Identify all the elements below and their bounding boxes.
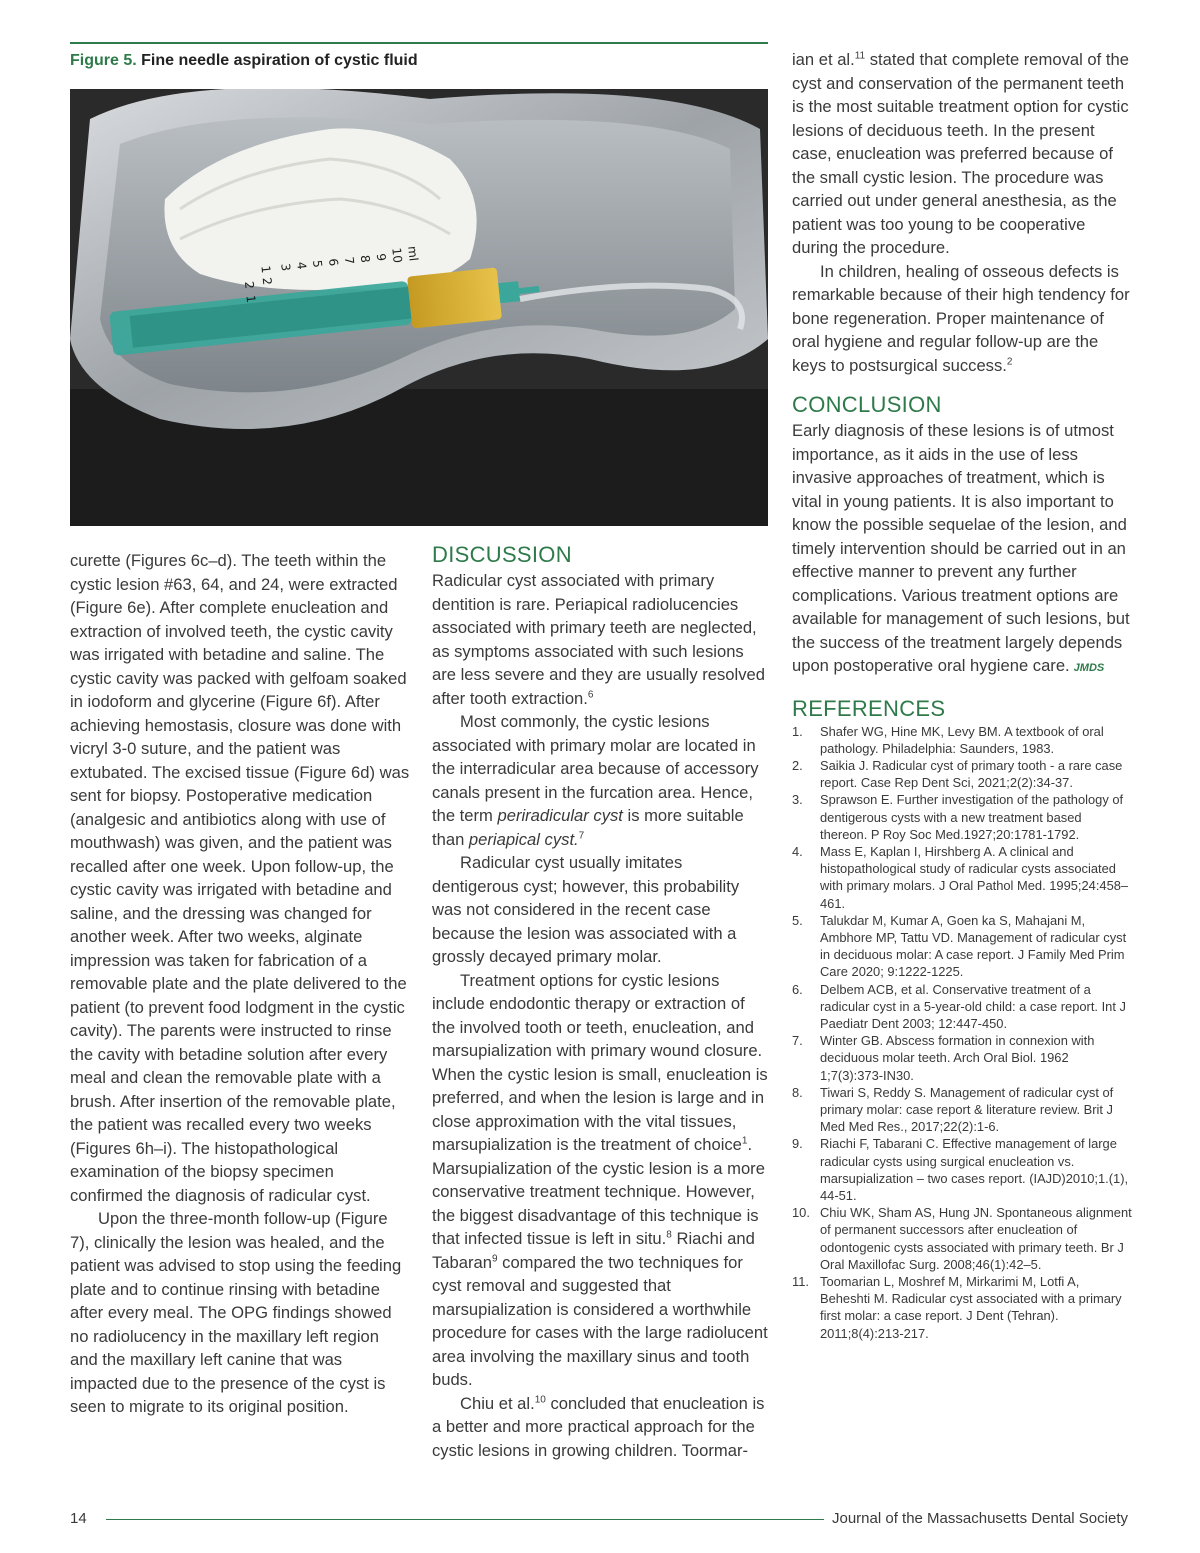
reference-item: 10. Chiu WK, Sham AS, Hung JN. Spontaneous alignment of permanent successors after enucleation of odontogenic cysts associated with primary teeth. Br J Oral Maxillofac Surg. 2008;46(1):42–5.: [792, 1205, 1132, 1272]
syringe-mark-ml: ml: [405, 245, 421, 262]
footer-rule: [106, 1519, 824, 1520]
reference-item: 1. Shafer WG, Hine MK, Levy BM. A textbook of oral pathology. Philadelphia: Saunders, 1983.: [792, 723, 1104, 756]
discussion-paragraph-4: Treatment options for cystic lesions include endodontic therapy or extraction of the involved tooth or teeth, enucleation, and marsupialization with primary wound closure. When the cystic lesion is small, enucleation is preferred, and when the lesion is large and in close approximation with the vital tissues, marsupialization is the treatment of choice$^1$. Marsupialization of the cystic lesion is a more conservative treatment technique. However, the biggest disadvantage of this technique is that infected tissue is left in situ.$^8$ Riachi and Tabaran$^9$ compared the two techniques for cyst removal and suggested that marsupialization is considered a worthwhile procedure for cases with the large radiolucent area involving the maxillary sinus and tooth buds.: [432, 970, 768, 1389]
syringe-mark-9: 9: [373, 252, 389, 262]
syringe-mark-5: 5: [310, 259, 325, 269]
syringe-mark-7: 7: [341, 256, 357, 266]
reference-item: 8. Tiwari S, Reddy S. Management of radicular cyst of primary molar: case report & literature review. Brit J Med Med Res., 2017;22(2):1-6.: [792, 1084, 1114, 1135]
conclusion-paragraph: Early diagnosis of these lesions is of utmost importance, as it aids in the use of less invasive approaches of treatment, which is vital in young patients. It is also important to know the possible sequelae of the lesion, and timely intervention should be carried out in an effective manner to prevent any further complications. Various treatment options are available for management of such lesions, but the success of the treatment largely depends upon postoperative oral hygiene care. JMDS: [792, 421, 1130, 675]
discussion-paragraph-5: Chiu et al.$^{10}$ concluded that enucleation is a better and more practical approach for the cystic lesions in growing children. Toormar-: [432, 1393, 765, 1460]
syringe-mark-tip-2: 2: [241, 280, 257, 290]
reference-item: 7. Winter GB. Abscess formation in connexion with deciduous molar teeth. Arch Oral Biol. 1962 1;7(3):373-IN30.: [792, 1033, 1095, 1083]
reference-item: 2. Saikia J. Radicular cyst of primary tooth - a rare case report. Case Rep Dent Sci, 2021;2(2):34-37.: [792, 757, 1123, 791]
jmds-end-mark: JMDS: [1073, 662, 1105, 674]
right-paragraph-2: In children, healing of osseous defects is remarkable because of their high tendency for bone regeneration. Proper maintenance of oral hygiene and regular follow-up are the keys to postsurgical success.$^2$: [792, 261, 1130, 375]
journal-name: Journal of the Massachusetts Dental Society: [832, 1510, 1128, 1527]
reference-item: 5. Talukdar M, Kumar A, Goen ka S, Mahajani M, Ambhore MP, Tattu VD. Management of radicular cyst in deciduous molar: A case report. J Family Med Prim Care 2020; 9:1222-1225.: [792, 912, 1127, 980]
discussion-paragraph-3: Radicular cyst usually imitates dentigerous cyst; however, this probability was not considered in the recent case because the lesion was associated with a grossly decayed primary molar.: [432, 853, 740, 966]
left-column: [70, 549, 410, 1419]
reference-item: 6. Delbem ACB, et al. Conservative treatment of a radicular cyst in a 5-year-old child: a case report. Int J Paediatr Dent 2003; 12:447-450.: [792, 981, 1126, 1031]
syringe-mark-1: 1: [258, 264, 274, 274]
syringe-mark-tip-1: 1: [243, 294, 259, 304]
syringe-mark-8: 8: [357, 254, 373, 264]
syringe-mark-3: 3: [278, 262, 293, 272]
reference-item: 4. Mass E, Kaplan I, Hirshberg A. A clinical and histopathological study of radicular cysts associated with primary molars. J Oral Pathol Med. 1995;24:458–461.: [792, 843, 1129, 911]
references-heading: REFERENCES: [792, 695, 946, 721]
left-paragraph-2: Upon the three-month follow-up (Figure 7), clinically the lesion was healed, and the patient was advised to stop using the feeding plate and to continue rinsing with betadine after every meal. The OPG findings showed no radiolucency in the maxillary left region and the maxillary left canine that was impacted due to the presence of the cyst is seen to migrate to its original position.: [70, 1209, 402, 1416]
conclusion-heading: CONCLUSION: [792, 392, 942, 417]
figure-photo: [70, 89, 768, 526]
syringe-mark-10: 10: [389, 247, 405, 264]
discussion-paragraph-1: Radicular cyst associated with primary dentition is rare. Periapical radiolucencies associated with primary teeth are neglected, as symptoms associated with such lesions are less severe and they are usually resolved after tooth extraction.$^6$: [432, 571, 765, 708]
discussion-paragraph-2: Most commonly, the cystic lesions associated with primary molar are located in the interradicular area because of accessory canals present in the furcation area. Hence, the term periradicular cyst is more suitable than periapical cyst.$^7$: [432, 712, 759, 849]
right-column: [792, 48, 1132, 1342]
page-number: 14: [70, 1510, 87, 1527]
syringe-mark-6: 6: [325, 257, 341, 267]
right-paragraph-1: ian et al.$^{11}$ stated that complete removal of the cyst and conservation of the permanent teeth is the most suitable treatment option for cystic lesions of deciduous teeth. In the present case, enucleation was preferred because of the small cystic lesion. The procedure was carried out under general anesthesia, as the patient was too young to be cooperative during the procedure.: [792, 50, 1129, 257]
references-list: [792, 723, 1132, 1342]
reference-item: 11. Toomarian L, Moshref M, Mirkarimi M, Lotfi A, Beheshti M. Radicular cyst associated with a primary first molar: a case report. J Dent (Tehran). 2011;8(4):213-217.: [792, 1274, 1122, 1341]
reference-item: 9. Riachi F, Tabarani C. Effective management of large radicular cysts using surgical enucleation vs. marsupialization – two cases report. (IAJD)2010;1.(1), 44-51.: [792, 1136, 1129, 1203]
left-paragraph-1: curette (Figures 6c–d). The teeth within the cystic lesion #63, 64, and 24, were extracted (Figure 6e). After complete enucleation and extraction of involved teeth, the cystic cavity was irrigated with betadine and saline. The cystic cavity was packed with gelfoam soaked in iodoform and glycerine (Figure 6f). After achieving hemostasis, closure was done with vicryl 3-0 suture, and the patient was extubated. The excised tissue (Figure 6d) was sent for biopsy. Postoperative medication (analgesic and antibiotics along with use of mouthwash) was given, and the patient was recalled after one week. Upon follow-up, the cystic cavity was irrigated with betadine and saline, and the dressing was changed for another week. After two weeks, alginate impression was taken for fabrication of a removable plate and the plate delivered to the patient (to prevent food lodgment in the cystic cavity). The parents were instructed to rinse the cavity with betadine solution after every meal and clean the removable plate with a brush. After insertion of the removable plate, the patient was recalled every two weeks (Figures 6h–i). The histopathological examination of the biopsy specimen confirmed the diagnosis of radicular cyst.: [70, 551, 410, 1205]
top-rule: [70, 42, 768, 44]
syringe-mark-4: 4: [294, 261, 309, 271]
figure-caption-text: Fine needle aspiration of cystic fluid: [141, 52, 418, 69]
syringe-mark-2: 2: [259, 276, 275, 286]
figure-caption: [70, 52, 768, 70]
discussion-column: [432, 541, 770, 1462]
figure-label: Figure 5.: [70, 52, 137, 69]
reference-item: 3. Sprawson E. Further investigation of the pathology of dentigerous cysts with a new treatment based thereon. P Roy Soc Med.1927;20:1781-1792.: [792, 792, 1124, 842]
discussion-heading: DISCUSSION: [432, 542, 572, 567]
